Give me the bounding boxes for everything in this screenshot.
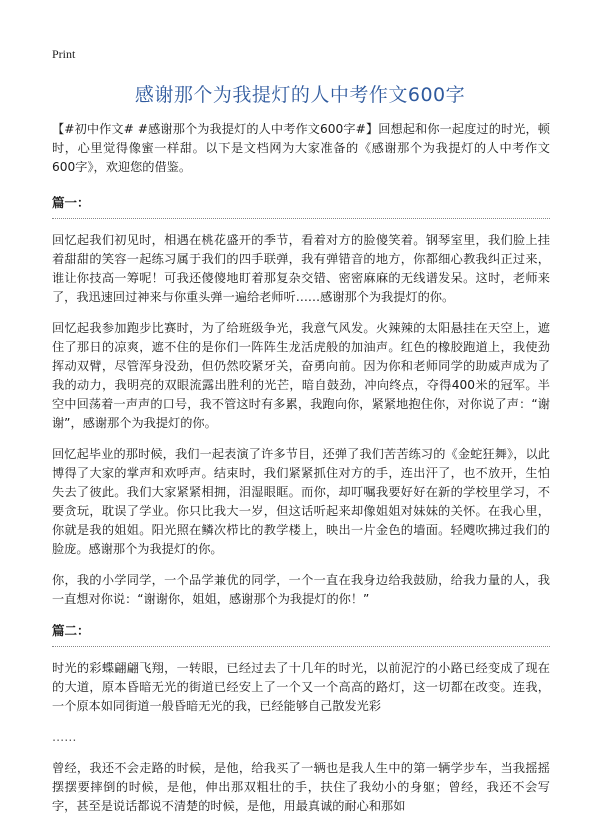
paragraph: 时光的彩蝶翩翩飞翔，一转眼，已经过去了十几年的时光，以前泥泞的小路已经变成了现在的大道，原本昏暗无光的街道已经安上了一个又一个高高的路灯，这一切都在改变。连我，一个原本如同街道一般昏暗无光的我，已经能够自己散发光彩 — [52, 661, 550, 713]
paragraph: 回忆起我参加跑步比赛时，为了给班级争光，我意气风发。火辣辣的太阳悬挂在天空上，遮住了那日的凉爽，遮不住的是你们一阵阵生龙活虎般的加油声。红色的橡胶跑道上，我使劲挥动双臂，尽管浑身没劲，但仍然咬紧牙关，奋勇向前。因为你和老师同学的助威声成为了我的动力，我明亮的双眼流露出胜利的光芒，暗自鼓劲，冲向终点，夺得400米的冠军。半空中回荡着一声声的口号，我不管这时有多累，我跑向你，紧紧地抱住你，对你说了声：“谢谢”，感谢那个为我提灯的你。 — [52, 321, 550, 430]
paragraph: 你，我的小学同学，一个品学兼优的同学，一个一直在我身边给我鼓励，给我力量的人，我一直想对你说：“谢谢你，姐姐，感谢那个为我提灯的你！” — [52, 573, 550, 606]
paragraph: 曾经，我还不会走路的时候，是他，给我买了一辆也是我人生中的第一辆学步车，当我摇摇摆摆要摔倒的时候，是他，伸出那双粗壮的手，扶住了我幼小的身躯；曾经，我还不会写字，甚至是说话都说不清楚的时候，是他，用最真诚的耐心和那如 — [52, 761, 550, 813]
paragraph: 回忆起我们初见时，相遇在桃花盛开的季节，看着对方的脸傻笑着。钢琴室里，我们脸上挂着甜甜的笑容一起练习属于我们的四手联弹，我有弹错音的地方，你都细心教我纠正过来，谁让你技高一筹呢！可我还傻傻地盯着那复杂交错、密密麻麻的无线谱发呆。这时，老师来了，我迅速回过神来与你重头弹一遍给老师听……感谢那个为我提灯的你。 — [52, 233, 550, 304]
page-title: 感谢那个为我提灯的人中考作文600字 — [134, 84, 466, 106]
intro-paragraph: 【#初中作文# #感谢那个为我提灯的人中考作文600字#】回想起和你一起度过的时光，顿时，心里觉得像蜜一样甜。以下是文档网为大家准备的《感谢那个为我提灯的人中考作文600字》，欢迎您的借鉴。 — [52, 122, 550, 174]
article-body — [52, 120, 550, 828]
section-divider — [52, 646, 550, 647]
print-link[interactable]: Print — [52, 47, 76, 61]
section-heading-1: 篇一： — [52, 195, 90, 210]
section-divider — [52, 218, 550, 219]
paragraph: 回忆起毕业的那时候，我们一起表演了许多节目，还弹了我们苦苦练习的《金蛇狂舞》，以此博得了大家的掌声和欢呼声。结束时，我们紧紧抓住对方的手，连出汗了，也不放开，生怕失去了彼此。我们大家紧紧相拥，泪湿眼眶。而你，却叮嘱我要好好在新的学校里学习，不要贪玩，耽误了学业。你只比我大一岁，但这话听起来却像姐姐对妹妹的关怀。在我心里，你就是我的姐姐。阳光照在鳞次栉比的教学楼上，映出一片金色的墙面。轻飕吹拂过我们的脸庞。感谢那个为我提灯的你。 — [52, 447, 550, 556]
ellipsis: …… — [52, 730, 77, 744]
section-heading-2: 篇二： — [52, 623, 90, 638]
